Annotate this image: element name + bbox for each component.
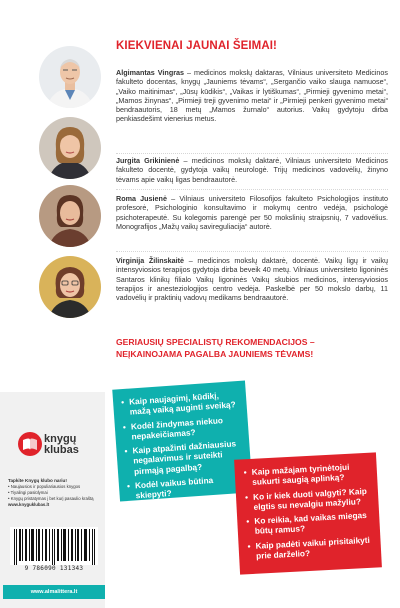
bullet-icon: • (126, 480, 131, 492)
logo-line-1: knygų (44, 433, 77, 445)
question-text: Kaip mažajam tyrinėtojui sukurti saugią aplinką? (251, 461, 350, 488)
question-item (247, 534, 373, 561)
question-item (243, 461, 369, 488)
author-bio-jusiene (116, 194, 388, 231)
recommendation-line-2: NEĮKAINOJAMA PAGALBA JAUNIEMS TĖVAMS! (116, 348, 314, 359)
recommendation-line-1: GERIAUSIŲ SPECIALISTŲ REKOMENDACIJOS – (116, 337, 315, 347)
club-item: • Knygų pristatymas į bet kurį pasaulio kraštą (8, 496, 94, 501)
bullet-icon: • (124, 446, 128, 457)
question-text: Kodėl vaikus būtina skiepyti? (134, 475, 214, 501)
red-question-box (234, 452, 382, 574)
author-photo-grikiniene (39, 117, 101, 179)
club-item: • Naujausios ir populiariausios knygos (8, 484, 81, 489)
question-item (246, 510, 372, 537)
author-name: Jurgita Grikinienė (116, 156, 180, 165)
author-photo-zilinskaite (39, 256, 101, 318)
question-text: Kodėl žindymas niekuo nepakeičiamas? (130, 414, 224, 442)
question-item (245, 485, 371, 512)
author-bio-text: – medicinos mokslų daktarė, Vilniaus universiteto Medicinos fakulteto docentė, gydytoja vaikų neurologė. Trijų medicinos vadovėlių, žinyno tėvams apie vaikų ligas bendraautorė. (116, 156, 388, 184)
author-bio-grikiniene (116, 156, 388, 184)
barcode (10, 527, 98, 565)
teal-question-box (112, 380, 252, 501)
divider (116, 251, 388, 252)
publisher-url: www.almalittera.lt (3, 585, 105, 599)
club-title: Tapkite Knygų klubo nariu! (8, 478, 67, 483)
question-text: Ko reikia, kad vaikas miegas būtų ramus? (254, 510, 367, 537)
bullet-icon: • (120, 396, 125, 408)
author-bio-text: – Vilniaus universiteto Filosofijos fakulteto Psichologijos instituto profesorė, Psichologinio konsultavimo ir mokymų centro vedėja, psichologė psichoterapeutė. Su kolegomis parengė per 50 mokslinių straipsnių, 7 vadovėlius. Monografijos „Mažų vaikų savireguliacija“ autorė. (116, 194, 389, 231)
headline: KIEKVIENAI JAUNAI ŠEIMAI! (116, 40, 277, 52)
divider (116, 189, 388, 190)
author-bio-text: – medicinos mokslų daktarė, docentė. Vaikų ligų ir vaikų intensyviosios terapijos gydytoja dirba beveik 40 metų. Vilniaus universiteto ligoninės Santaros klinikų filialo Vaikų ligoninės Vaikų skubios medicinos, intensyviosios terapijos ir anesteziologijos centro vedėja. Paskelbė per 50 mokslo darbų, 11 vadovėlių ir praktinių vadovų medikams bendraautorė. (116, 256, 388, 303)
author-name: Virginija Žilinskaitė (116, 256, 185, 265)
question-text: Ko ir kiek duoti valgyti? Kaip elgtis su nevalgiu mažyliu? (252, 485, 368, 512)
bullet-icon: • (122, 421, 127, 432)
bullet-icon: • (247, 540, 251, 551)
author-bio-zilinskaite (116, 256, 388, 302)
question-item (123, 414, 241, 443)
question-text: Kaip naujagimį, kūdikį, mažą vaiką auginti sveiką? (128, 390, 237, 417)
logo-wordmark (44, 434, 79, 456)
club-promo (8, 478, 103, 508)
bullet-icon: • (244, 491, 249, 502)
question-item (124, 438, 243, 477)
barcode-number: 9 786090 131343 (24, 565, 84, 572)
author-photo-jusiene (39, 185, 101, 247)
book-club-icon (16, 430, 44, 458)
question-text: Kaip padėti vaikui prisitaikyti prie darželio? (255, 534, 371, 561)
question-item (121, 389, 239, 418)
author-bio-vingras (116, 68, 388, 124)
author-photo-vingras (39, 46, 101, 108)
divider (116, 153, 388, 154)
bullet-icon: • (243, 467, 247, 478)
author-name: Roma Jusienė (116, 194, 167, 203)
question-item (127, 473, 245, 502)
author-name: Algimantas Vingras (116, 68, 184, 77)
logo-line-2: klubas (44, 444, 79, 456)
bullet-icon: • (246, 516, 250, 527)
recommendation-banner (116, 337, 388, 360)
club-url: www.knyguklubas.lt (8, 502, 50, 507)
knygu-klubas-logo (16, 430, 96, 470)
author-bio-text: – medicinos mokslų daktaras, Vilniaus universiteto Medicinos fakulteto docentas, knygų „Jauniems tėvams“, „Sergančio vaiko slauga namuose“, „Vaiko maitinimas“, „Jūsų kūdikis“, „Vaikas ir lytiškumas“, „Pirmieji gyvenimo metai“, „Mamos žinynas“, „Pirmieji treji gyvenimo metai“ ir „Pirmieji penkeri gyvenimo metai“ bendraautoris, 18 metų „Mamos žurnalo“ autorius. Vaikų gydytoju dirba penkiasdešimt vienerius metus. (116, 68, 388, 124)
club-item: • Tiyalingi pasiūlymai (8, 490, 48, 495)
question-text: Kaip atpažinti dažniausius negalavimus ir suteikti pirmąją pagalbą? (132, 438, 237, 477)
